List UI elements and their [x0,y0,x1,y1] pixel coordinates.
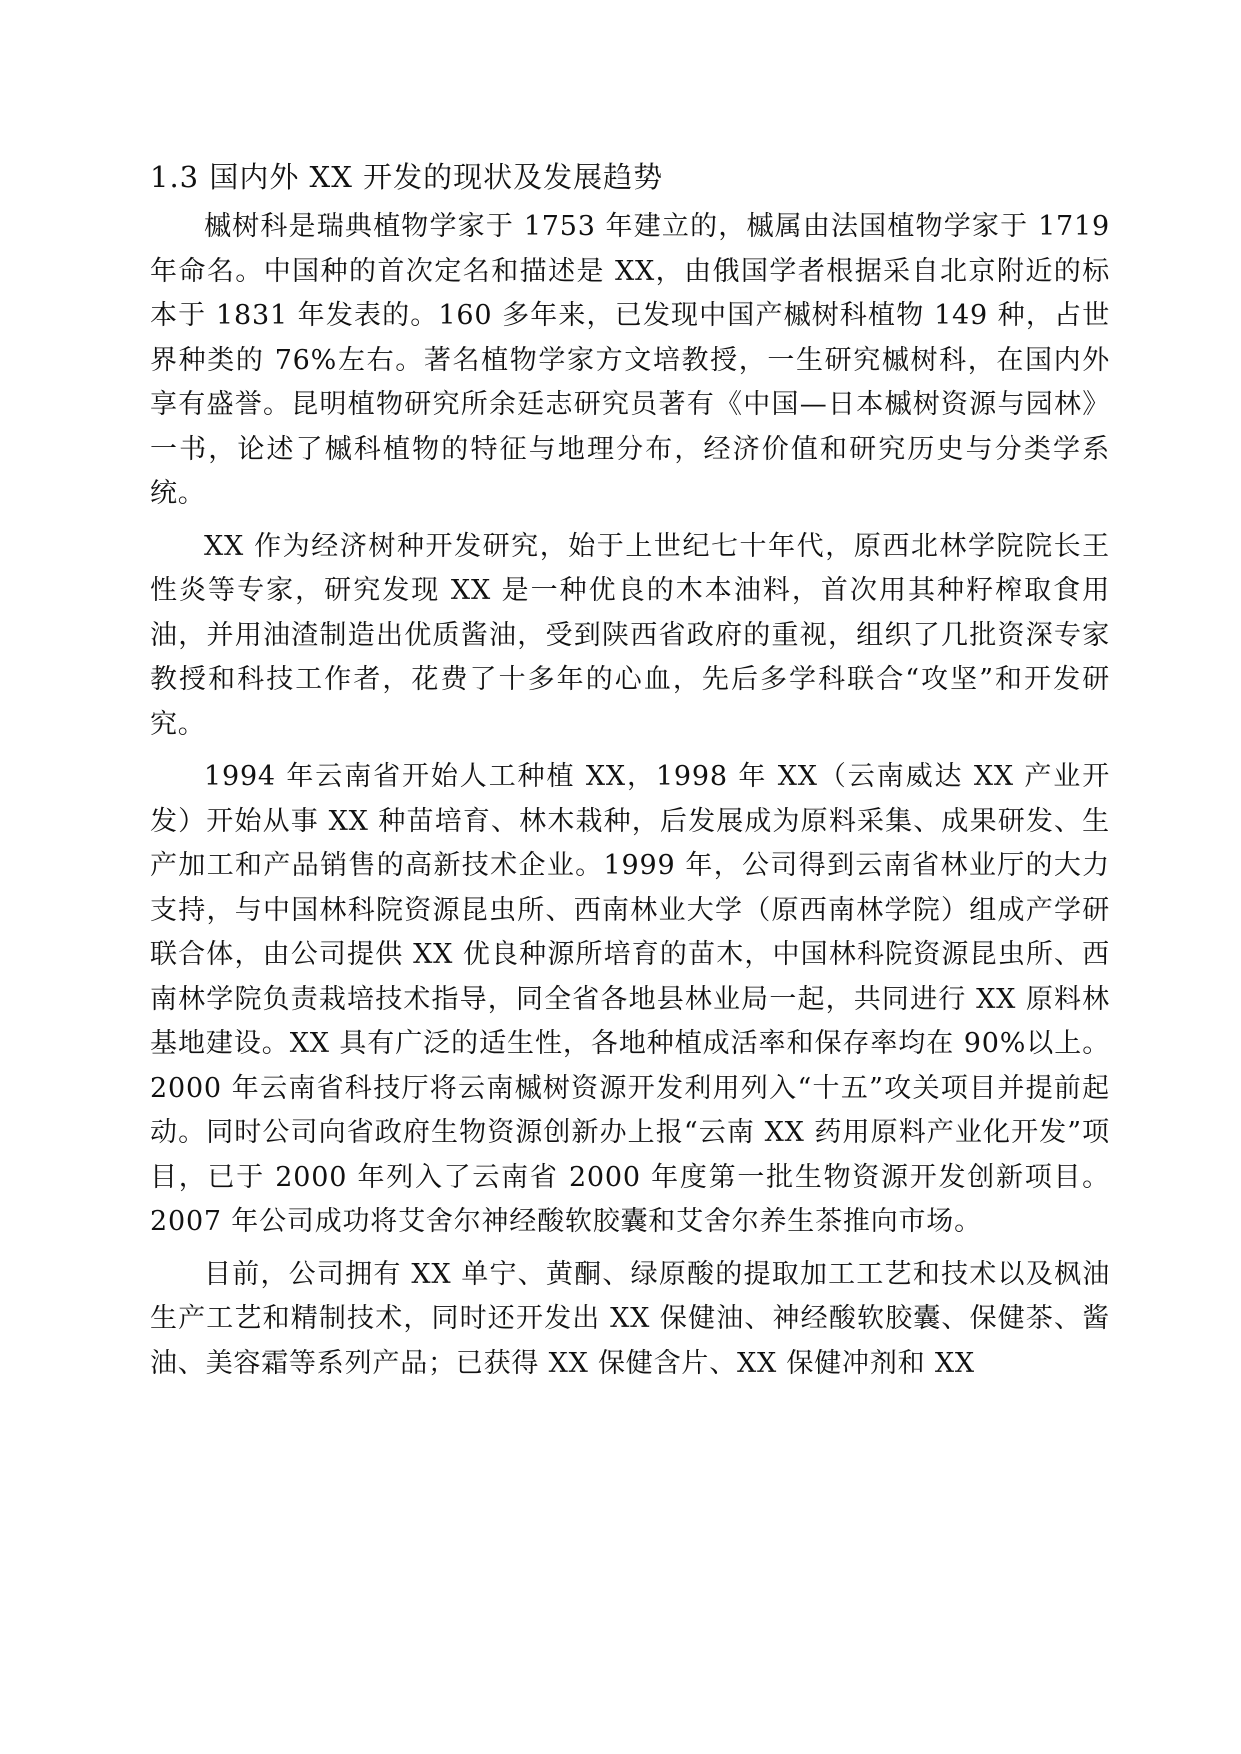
paragraph-current-products: 目前，公司拥有 XX 单宁、黄酮、绿原酸的提取加工工艺和技术以及枫油生产工艺和精制技术，同时还开发出 XX 保健油、神经酸软胶囊、保健茶、酱油、美容霜等系列产品；已获得 XX 保健含片、XX 保健冲剂和 XX [150,1258,1110,1379]
section-heading: 1.3 国内外 XX 开发的现状及发展趋势 [150,160,664,194]
paragraph-yunnan-development: 1994 年云南省开始人工种植 XX，1998 年 XX（云南威达 XX 产业开发）开始从事 XX 种苗培育、林木栽种，后发展成为原料采集、成果研发、生产加工和产品销售的高新技术企业。1999 年，公司得到云南省林业厅的大力支持，与中国林科院资源昆虫所、西南林业大学（原西南林学院）组成产学研联合体，由公司提供 XX 优良种源所培育的苗木，中国林科院资源昆虫所、西南林学院负责栽培技术指导，同全省各地县林业局一起，共同进行 XX 原料林基地建设。XX 具有广泛的适生性，各地种植成活率和保存率均在 90%以上。2000 年云南省科技厅将云南槭树资源开发利用列入“十五”攻关项目并提前起动。同时公司向省政府生物资源创新办上报“云南 XX 药用原料产业化开发”项目，已于 2000 年列入了云南省 2000 年度第一批生物资源开发创新项目。2007 年公司成功将艾舍尔神经酸软胶囊和艾舍尔养生茶推向市场。 [150,761,1110,1237]
paragraph-maple-taxonomy-history: 槭树科是瑞典植物学家于 1753 年建立的，槭属由法国植物学家于 1719 年命名。中国种的首次定名和描述是 XX，由俄国学者根据采自北京附近的标本于 1831 年发表的。160 多年来，已发现中国产槭树科植物 149 种，占世界种类的 76%左右。著名植物学家方文培教授，一生研究槭树科，在国内外享有盛誉。昆明植物研究所余廷志研究员著有《中国—日本槭树资源与园林》一书，论述了槭科植物的特征与地理分布，经济价值和研究历史与分类学系统。 [150,211,1110,509]
document-body [150,155,1110,1394]
paragraph-economic-research: XX 作为经济树种开发研究，始于上世纪七十年代，原西北林学院院长王性炎等专家，研究发现 XX 是一种优良的木本油料，首次用其种籽榨取食用油，并用油渣制造出优质酱油，受到陕西省政府的重视，组织了几批资深专家教授和科技工作者，花费了十多年的心血，先后多学科联合“攻坚”和开发研究。 [150,530,1110,740]
